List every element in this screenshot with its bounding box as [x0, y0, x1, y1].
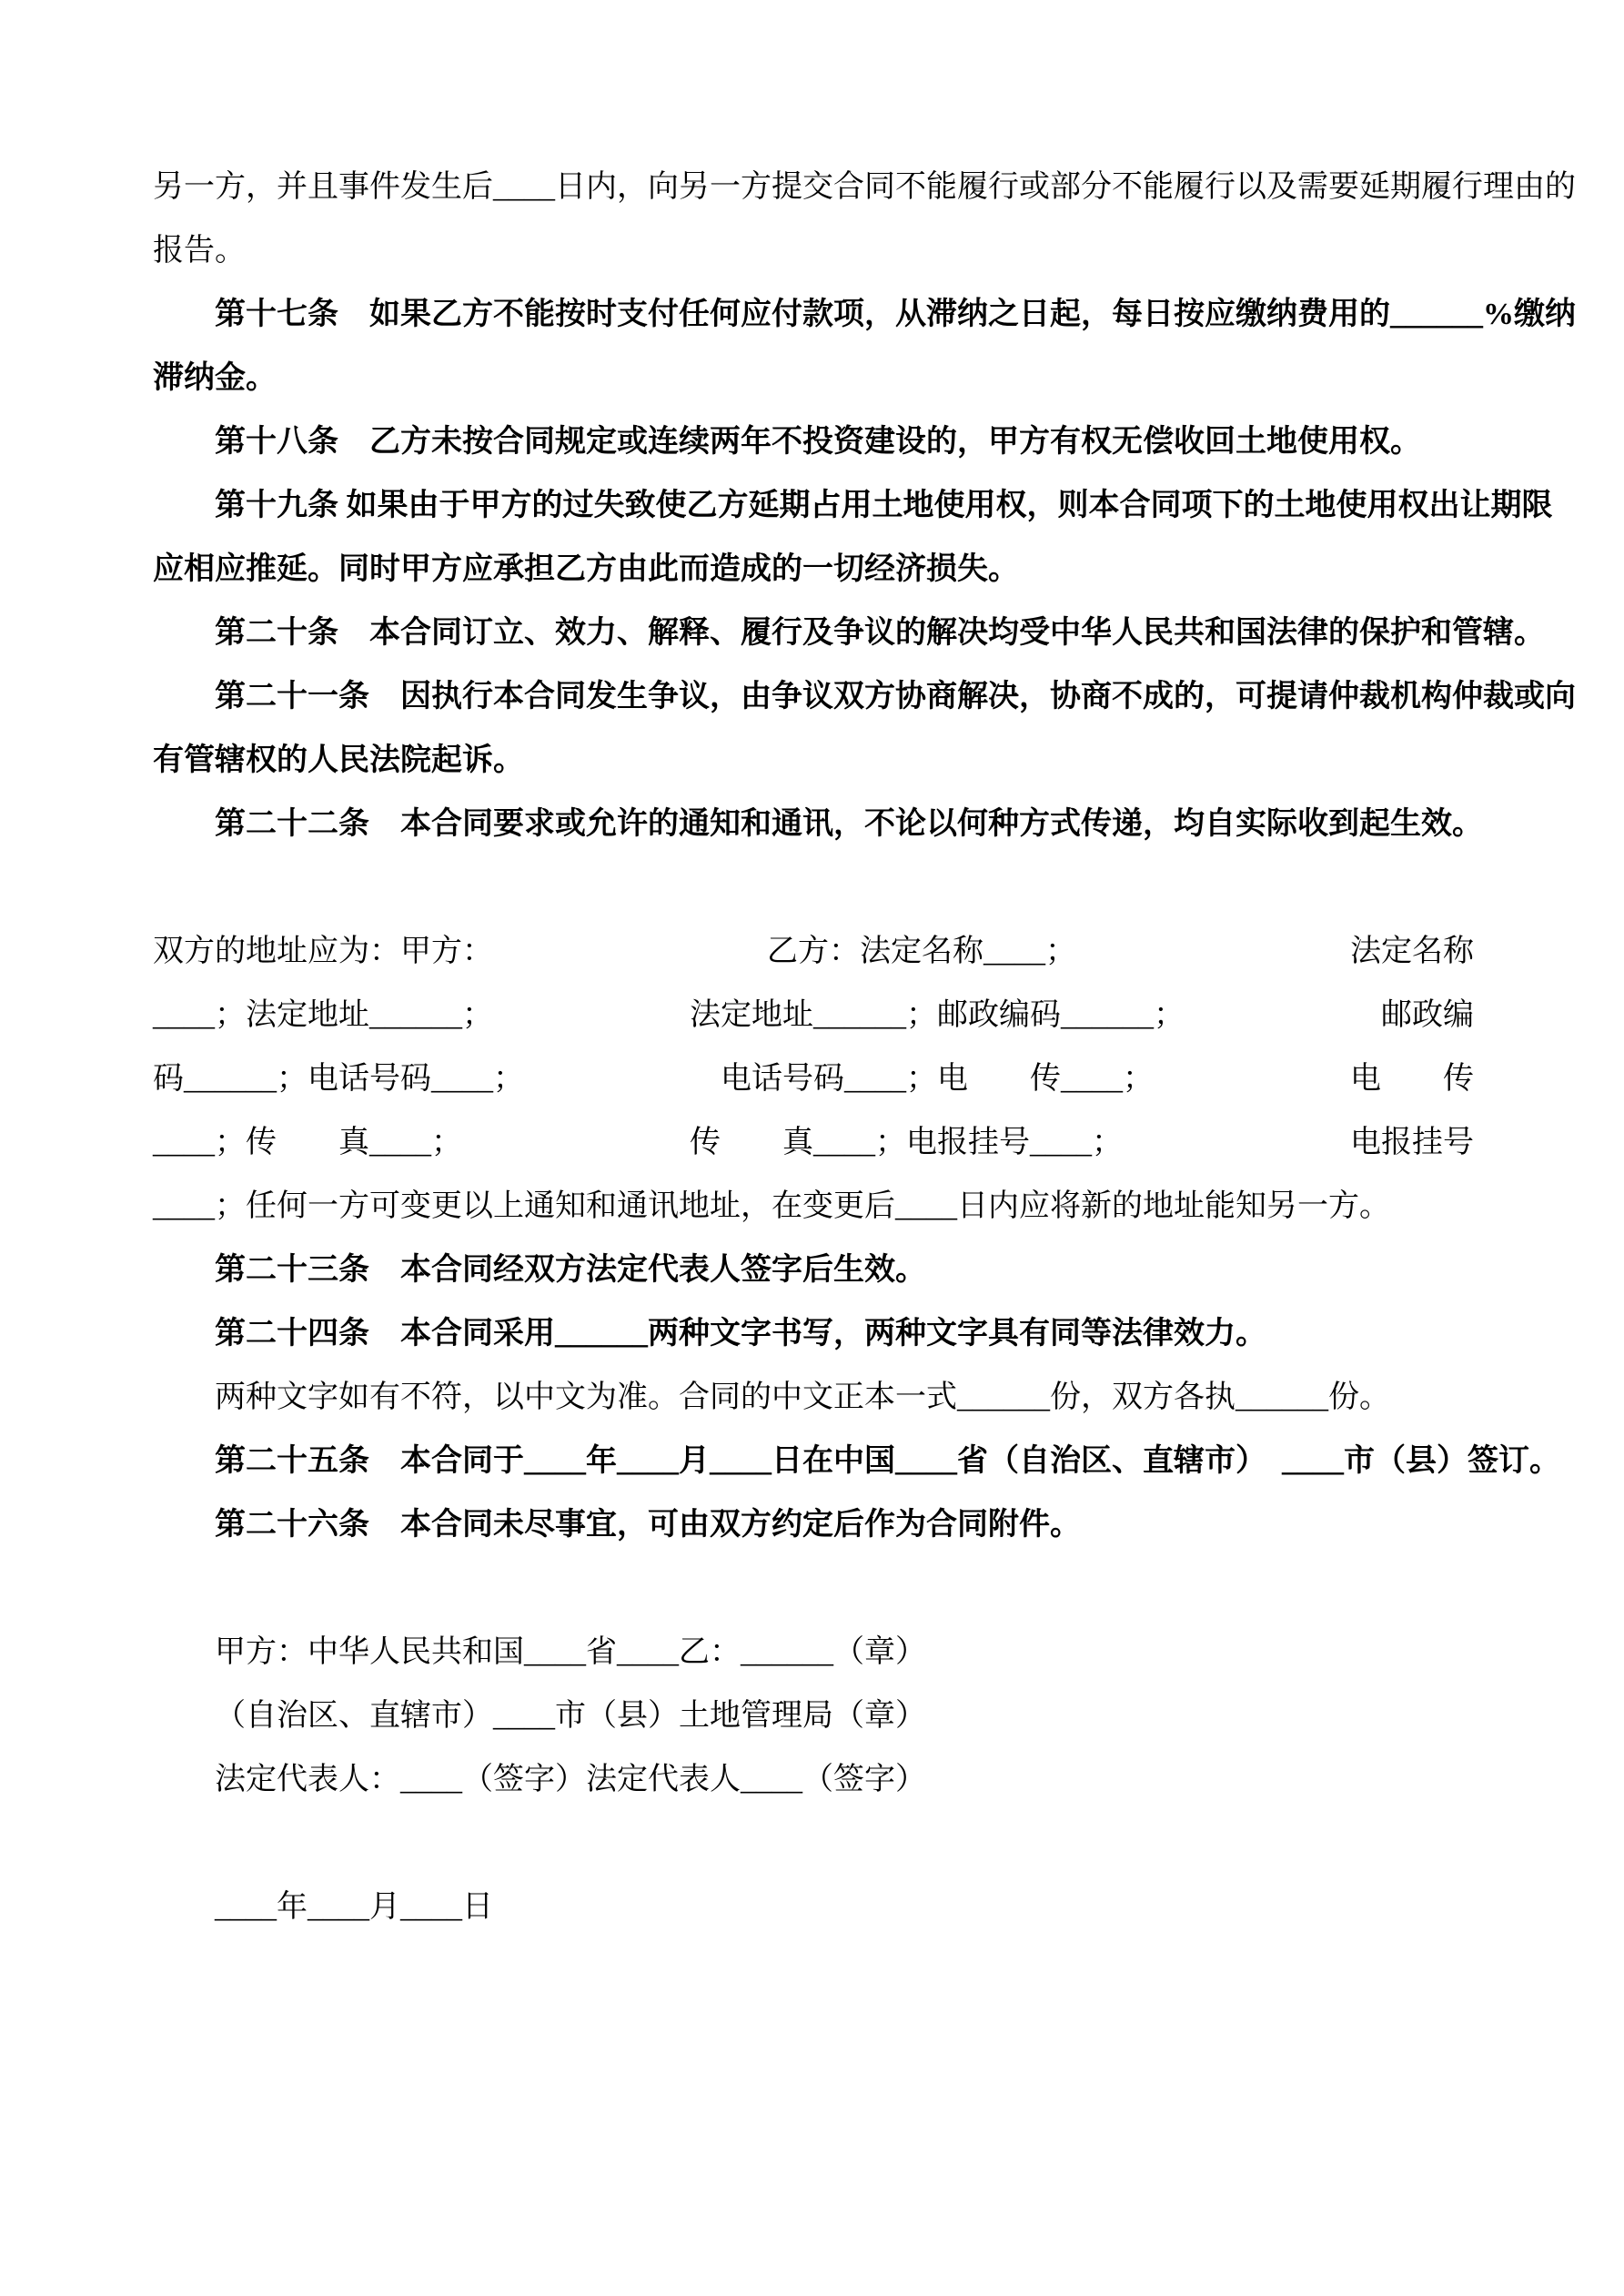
article-24-line: 第二十四条 本合同采用______两种文字书写，两种文字具有同等法律效力。	[215, 1317, 1266, 1350]
article-17-line-2: 滞纳金。	[153, 361, 277, 395]
address-row-3-left: 码______；电话号码____；	[153, 1062, 524, 1096]
address-row-1-left: 双方的地址应为：甲方：	[153, 935, 493, 968]
intro-continuation-line-2: 报告。	[153, 234, 246, 268]
address-row-1-center: 乙方：法定名称____；	[767, 935, 1076, 968]
article-26-line: 第二十六条 本合同未尽事宜，可由双方约定后作为合同附件。	[215, 1508, 1081, 1542]
article-19-line-2: 应相应推延。同时甲方应承担乙方由此而造成的一切经济损失。	[153, 552, 1019, 586]
address-row-4-left: ____；传 真____；	[153, 1126, 462, 1159]
article-23-line: 第二十三条 本合同经双方法定代表人签字后生效。	[215, 1253, 926, 1287]
blank-line-3	[153, 1812, 1544, 1876]
address-row-4	[153, 1111, 1544, 1175]
article-19-line-1: 第十九条 如果由于甲方的过失致使乙方延期占用土地使用权，则本合同项下的土地使用权出让期限	[215, 489, 1553, 522]
address-row-3-center: 电话号码____；电 传____；	[721, 1062, 1154, 1096]
address-row-2-right: 邮政编	[1381, 998, 1474, 1032]
address-row-2-left: ____；法定地址______；	[153, 998, 493, 1032]
address-row-3-right: 电 传	[1350, 1062, 1474, 1096]
address-row-4-center: 传 真____；电报挂号____；	[690, 1126, 1123, 1159]
article-21-line-2: 有管辖权的人民法院起诉。	[153, 743, 524, 777]
address-row-1-right: 法定名称	[1350, 935, 1474, 968]
intro-continuation-line-1: 另一方，并且事件发生后____日内，向另一方提交合同不能履行或部分不能履行以及需要延期履行理由的	[153, 170, 1576, 204]
address-row-2	[153, 984, 1544, 1047]
article-25-line: 第二十五条 本合同于____年____月____日在中国____省（自治区、直辖市） ____市（县）签订。	[215, 1444, 1560, 1478]
legal-representative-line: 法定代表人：____（签字）法定代表人____（签字）	[215, 1763, 926, 1796]
signature-line-2: （自治区、直辖市）____市（县）土地管理局（章）	[215, 1699, 926, 1733]
article-21-line-1: 第二十一条 因执行本合同发生争议，由争议双方协商解决，协商不成的，可提请仲裁机构仲裁或向	[215, 680, 1576, 713]
address-row-4-right: 电报挂号	[1350, 1126, 1474, 1159]
signature-line-1: 甲方：中华人民共和国____省____乙：______（章）	[215, 1635, 926, 1669]
article-18-line: 第十八条 乙方未按合同规定或连续两年不投资建设的，甲方有权无偿收回土地使用权。	[215, 425, 1421, 459]
address-row-1	[153, 920, 1544, 984]
address-row-5: ____；任何一方可变更以上通知和通讯地址，在变更后____日内应将新的地址能知另一方。	[153, 1189, 1390, 1223]
article-22-line: 第二十二条 本合同要求或允许的通知和通讯，不论以何种方式传递，均自实际收到起生效。	[215, 807, 1483, 841]
address-row-3	[153, 1047, 1544, 1111]
address-row-2-center: 法定地址______；邮政编码______；	[690, 998, 1185, 1032]
blank-line-1	[153, 856, 1544, 920]
blank-line-2	[153, 1557, 1544, 1621]
article-20-line: 第二十条 本合同订立、效力、解释、履行及争议的解决均受中华人民共和国法律的保护和管辖。	[215, 616, 1545, 650]
date-line: ____年____月____日	[215, 1890, 493, 1924]
article-24-continuation-line: 两种文字如有不符，以中文为准。合同的中文正本一式______份，双方各执______份。	[215, 1381, 1390, 1414]
article-17-line-1: 第十七条 如果乙方不能按时支付任何应付款项，从滞纳之日起，每日按应缴纳费用的______%缴纳	[215, 298, 1576, 331]
